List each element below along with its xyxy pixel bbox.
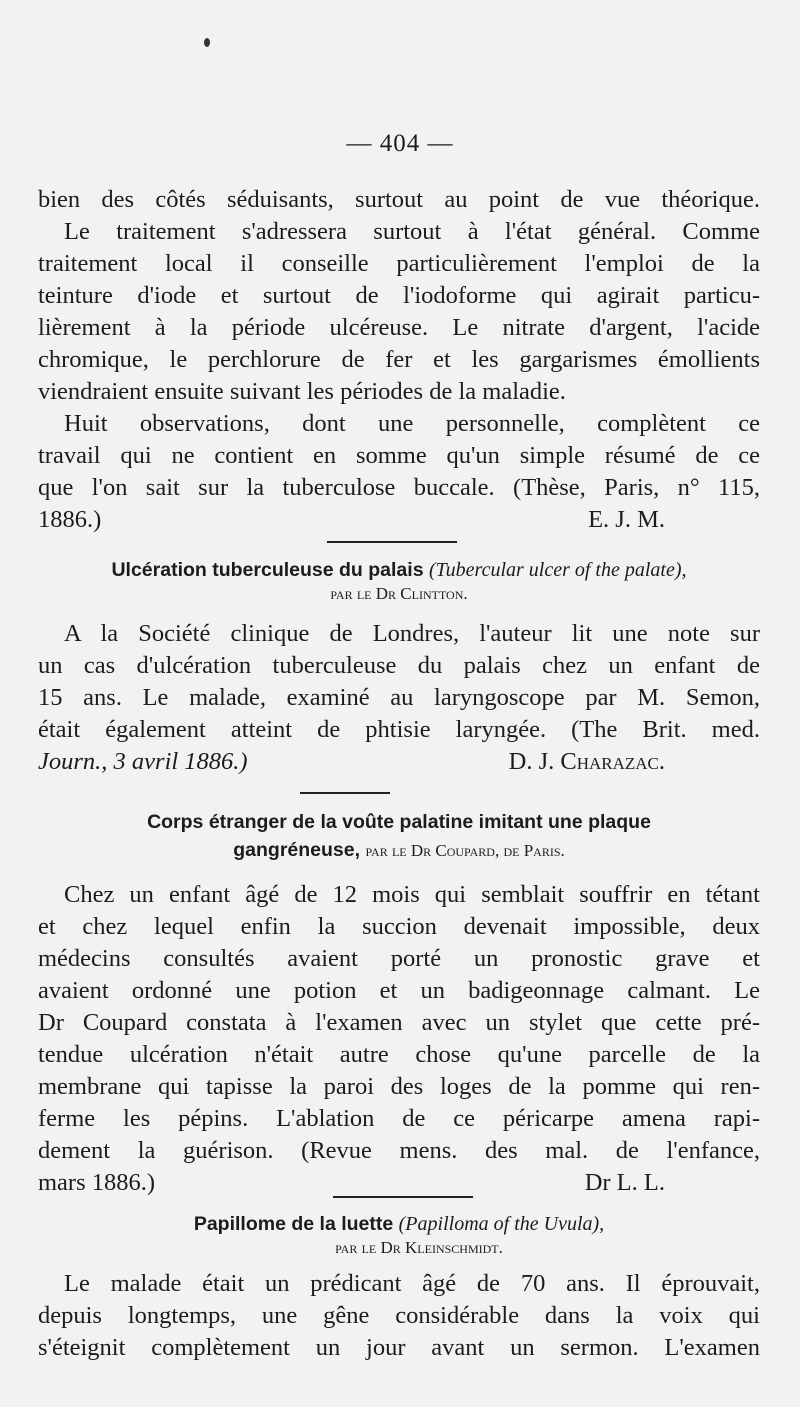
author-signature: D. J. Charazac. [508, 748, 665, 775]
text-line: Journ., 3 avril 1886.) [38, 748, 248, 775]
text-line: que l'on sait sur la tuberculose buccale. (Thèse, Paris, n° 115, [38, 474, 760, 501]
text-line: teinture d'iode et surtout de l'iodoforme qui agirait particu- [38, 282, 760, 309]
text-line: travail qui ne contient en somme qu'un simple résumé de ce [38, 442, 760, 469]
article-body [38, 618, 760, 778]
signature-line [38, 746, 760, 778]
continuation-paragraph [38, 184, 760, 536]
text-line: 1886.) [38, 506, 102, 533]
article-title-text: Ulcération tuberculeuse du palais [111, 559, 424, 581]
text-line: Le traitement s'adressera surtout à l'état général. Comme [64, 218, 760, 245]
text-line: et chez lequel enfin la succion devenait impossible, deux [38, 913, 760, 940]
signature-line [38, 1167, 760, 1199]
section-divider [327, 541, 457, 543]
article-title-continued [38, 836, 760, 865]
text-line: traitement local il conseille particulièrement l'emploi de la [38, 250, 760, 277]
text-line: dement la guérison. (Revue mens. des mal. de l'enfance, [38, 1137, 760, 1164]
text-line: tendue ulcération n'était autre chose qu'une parcelle de la [38, 1041, 760, 1068]
text-line: Chez un enfant âgé de 12 mois qui semblait souffrir en tétant [64, 881, 760, 908]
article-corps-etranger [38, 808, 760, 1199]
signature-line [38, 504, 760, 536]
article-ulceration [38, 556, 760, 778]
article-title-english: (Tubercular ulcer of the palate), [428, 559, 687, 581]
text-line: bien des côtés séduisants, surtout au point de vue théorique. [38, 186, 760, 213]
text-line: viendraient ensuite suivant les périodes de la maladie. [38, 378, 566, 405]
ink-speck [204, 38, 210, 47]
text-line: un cas d'ulcération tuberculeuse du palais chez un enfant de [38, 652, 760, 679]
article-title-text: gangréneuse, [233, 839, 361, 861]
text-line: depuis longtemps, une gêne considérable dans la voix qui [38, 1302, 760, 1329]
article-papillome [38, 1210, 760, 1364]
text-line: ferme les pépins. L'ablation de ce péricarpe amena rapi- [38, 1105, 760, 1132]
article-byline: par le Dr Kleinschmidt. [335, 1238, 503, 1257]
text-line: s'éteignit complètement un jour avant un sermon. L'examen [38, 1334, 760, 1361]
article-body [38, 879, 760, 1199]
text-line: 15 ans. Le malade, examiné au laryngoscope par M. Semon, [38, 684, 760, 711]
author-signature: E. J. M. [588, 506, 665, 533]
article-byline: par le Dr Clintton. [330, 584, 468, 603]
article-title [38, 1210, 760, 1238]
article-byline: par le Dr Coupard, de Paris. [365, 841, 565, 860]
author-signature: Dr L. L. [584, 1169, 665, 1196]
text-line: Le malade était un prédicant âgé de 70 ans. Il éprouvait, [64, 1270, 760, 1297]
section-divider [300, 792, 390, 794]
section-divider [333, 1196, 473, 1198]
text-line: membrane qui tapisse la paroi des loges de la pomme qui ren- [38, 1073, 760, 1100]
text-line: médecins consultés avaient porté un pronostic grave et [38, 945, 760, 972]
page-number: — 404 — [346, 130, 454, 157]
text-line: Huit observations, dont une personnelle, complètent ce [64, 410, 760, 437]
text-line: était également atteint de phtisie laryngée. (The Brit. med. [38, 716, 760, 743]
text-line: mars 1886.) [38, 1169, 156, 1196]
text-line: chromique, le perchlorure de fer et les gargarismes émollients [38, 346, 760, 373]
article-body [38, 1268, 760, 1364]
article-title [38, 556, 760, 584]
article-title-text: Papillome de la luette [193, 1213, 394, 1235]
article-title-english: (Papilloma of the Uvula), [398, 1213, 605, 1235]
text-line: lièrement à la période ulcéreuse. Le nitrate d'argent, l'acide [38, 314, 760, 341]
article-title: Corps étranger de la voûte palatine imitant une plaque [147, 811, 651, 833]
continuation-section [38, 184, 760, 536]
text-line: A la Société clinique de Londres, l'auteur lit une note sur [64, 620, 760, 647]
text-line: Dr Coupard constata à l'examen avec un stylet que cette pré- [38, 1009, 760, 1036]
text-line: avaient ordonné une potion et un badigeonnage calmant. Le [38, 977, 760, 1004]
